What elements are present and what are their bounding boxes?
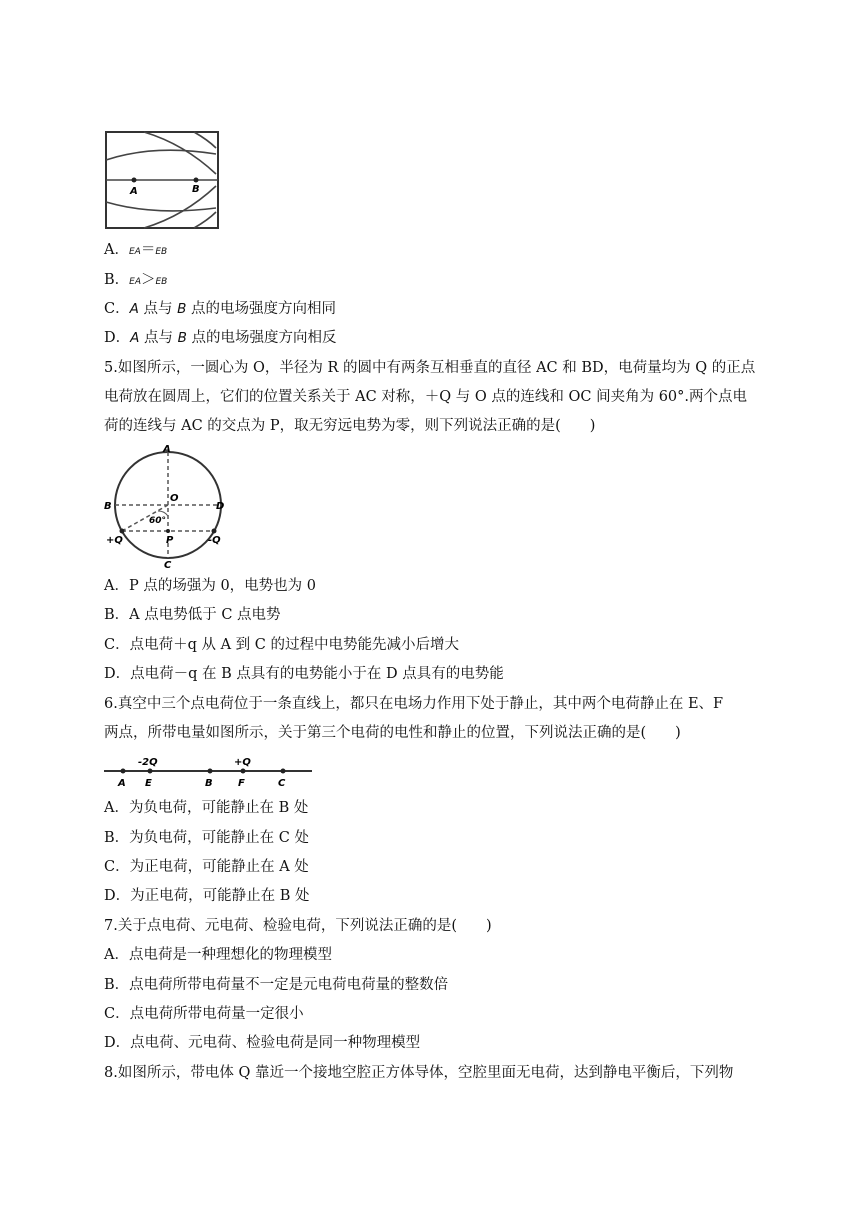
- q4-option-a: A．EA＝EB: [104, 242, 168, 258]
- q7-option-b: B．点电荷所带电荷量不一定是元电荷电荷量的整数倍: [104, 977, 449, 993]
- q4-option-c: C．A 点与 B 点的电场强度方向相同: [104, 301, 336, 317]
- q5-circle-figure: [104, 442, 234, 570]
- q5-label-a: A: [163, 444, 171, 455]
- q6-option-c: C．为正电荷，可能静止在 A 处: [104, 859, 309, 875]
- q6-label-f: F: [238, 778, 245, 789]
- q5-option-d: D．点电荷－q 在 B 点具有的电势能小于在 D 点具有的电势能: [104, 666, 504, 682]
- q5-option-c: C．点电荷＋q 从 A 到 C 的过程中电势能先减小后增大: [104, 637, 459, 653]
- q5-label-c: C: [164, 560, 172, 570]
- q4-label-a: A: [130, 186, 138, 197]
- q5-option-b: B．A 点电势低于 C 点电势: [104, 607, 281, 623]
- q7-stem: 7.关于点电荷、元电荷、检验电荷，下列说法正确的是( ): [104, 918, 492, 934]
- q6-label-plus-q: +Q: [234, 757, 251, 768]
- q4-label-b: B: [192, 184, 200, 195]
- q5-label-p: P: [166, 535, 174, 546]
- q4-field-lines-figure: [104, 130, 220, 230]
- q6-option-b: B．为负电荷，可能静止在 C 处: [104, 830, 309, 846]
- q6-label-b: B: [205, 778, 213, 789]
- q6-charges-line-figure: [104, 752, 316, 792]
- q7-option-a: A．点电荷是一种理想化的物理模型: [104, 947, 332, 963]
- q8-stem-line-1: 8.如图所示，带电体 Q 靠近一个接地空腔正方体导体，空腔里面无电荷，达到静电平衡后，下列物: [104, 1065, 734, 1081]
- q4-option-d: D．A 点与 B 点的电场强度方向相反: [104, 330, 337, 346]
- q5-label-angle: 60°: [149, 516, 167, 526]
- q5-label-d: D: [216, 501, 225, 512]
- q5-stem-line-3: 荷的连线与 AC 的交点为 P，取无穷远电势为零，则下列说法正确的是( ): [104, 418, 596, 434]
- q5-label-b: B: [104, 501, 112, 512]
- q5-label-o: O: [170, 493, 179, 504]
- q6-stem-line-1: 6.真空中三个点电荷位于一条直线上，都只在电场力作用下处于静止，其中两个电荷静止在 E、F: [104, 696, 724, 712]
- q5-stem-line-1: 5.如图所示，一圆心为 O，半径为 R 的圆中有两条互相垂直的直径 AC 和 BD，电荷量均为 Q 的正点: [104, 360, 756, 376]
- q6-label-c: C: [278, 778, 286, 789]
- q6-label-a: A: [118, 778, 126, 789]
- q6-option-d: D．为正电荷，可能静止在 B 处: [104, 888, 310, 904]
- q5-label-minus-q: -Q: [208, 535, 221, 546]
- q7-option-c: C．点电荷所带电荷量一定很小: [104, 1006, 304, 1022]
- q5-label-plus-q: +Q: [106, 535, 123, 546]
- q5-option-a: A．P 点的场强为 0，电势也为 0: [104, 578, 317, 594]
- q5-stem-line-2: 电荷放在圆周上，它们的位置关系关于 AC 对称，＋Q 与 O 点的连线和 OC 间夹角为 60°.两个点电: [104, 389, 748, 405]
- q6-stem-line-2: 两点，所带电量如图所示，关于第三个电荷的电性和静止的位置，下列说法正确的是( ): [104, 725, 681, 741]
- q4-option-b: B．EA＞EB: [104, 272, 168, 288]
- q6-option-a: A．为负电荷，可能静止在 B 处: [104, 800, 309, 816]
- q7-option-d: D．点电荷、元电荷、检验电荷是同一种物理模型: [104, 1035, 421, 1051]
- q6-label-e: E: [145, 778, 152, 789]
- q6-label-minus-2q: -2Q: [138, 757, 158, 768]
